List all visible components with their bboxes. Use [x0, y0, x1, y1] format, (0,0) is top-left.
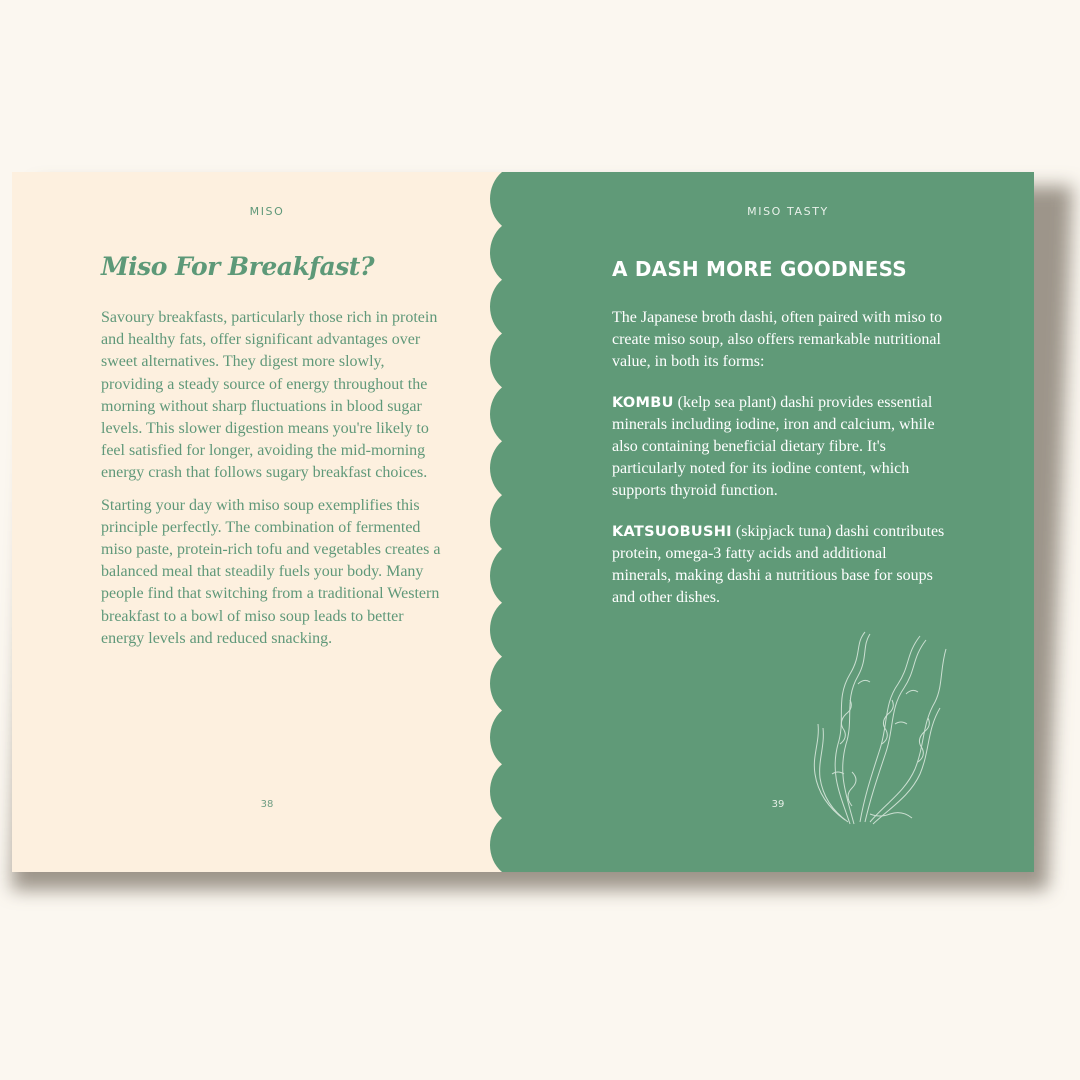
- right-intro-paragraph: The Japanese broth dashi, often paired with miso to create miso soup, also offers remarkable nutritional value, in both its forms:: [612, 309, 943, 370]
- kombu-term: KOMBU: [612, 395, 674, 411]
- left-body-text: [101, 307, 441, 660]
- right-page-number: 39: [771, 799, 785, 810]
- left-paragraph-2: Starting your day with miso soup exemplifies this principle perfectly. The combination of fermented miso paste, protein-rich tofu and vegetables creates a balanced meal that steadily fuels your body. Many people find that switching from a traditional Western breakfast to a bowl of miso soup leads to better energy levels and reduced snacking.: [101, 496, 441, 647]
- left-running-head: MISO: [249, 205, 285, 218]
- book-spread: [12, 172, 1034, 872]
- left-page: [12, 172, 522, 872]
- kombu-text: (kelp sea plant) dashi provides essential minerals including iodine, iron and calcium, while also containing beneficial dietary fibre. It's particularly noted for its iodine content, which supports thyroid function.: [612, 394, 935, 499]
- left-paragraph-1: Savoury breakfasts, particularly those rich in protein and healthy fats, offer significant advantages over sweet alternatives. They digest more slowly, providing a steady source of energy throughout the morning without sharp fluctuations in blood sugar levels. This slower digestion means you're likely to feel satisfied for longer, avoiding the mid-morning energy crash that follows sugary breakfast choices.: [101, 309, 438, 482]
- katsuobushi-paragraph: [612, 521, 947, 609]
- right-page-title: A DASH MORE GOODNESS: [612, 257, 907, 281]
- katsuobushi-term: KATSUOBUSHI: [612, 524, 732, 540]
- katsuobushi-text: (skipjack tuna) dashi contributes protein, omega-3 fatty acids and additional minerals, making dashi a nutritious base for soups and other dishes.: [612, 523, 945, 606]
- right-page: [488, 172, 1034, 872]
- right-running-head: MISO TASTY: [747, 205, 829, 218]
- right-body-text: [612, 307, 947, 628]
- left-page-title: Miso For Breakfast?: [101, 252, 375, 281]
- left-page-number: 38: [260, 799, 274, 810]
- kombu-paragraph: [612, 392, 947, 502]
- kelp-illustration: [810, 624, 950, 829]
